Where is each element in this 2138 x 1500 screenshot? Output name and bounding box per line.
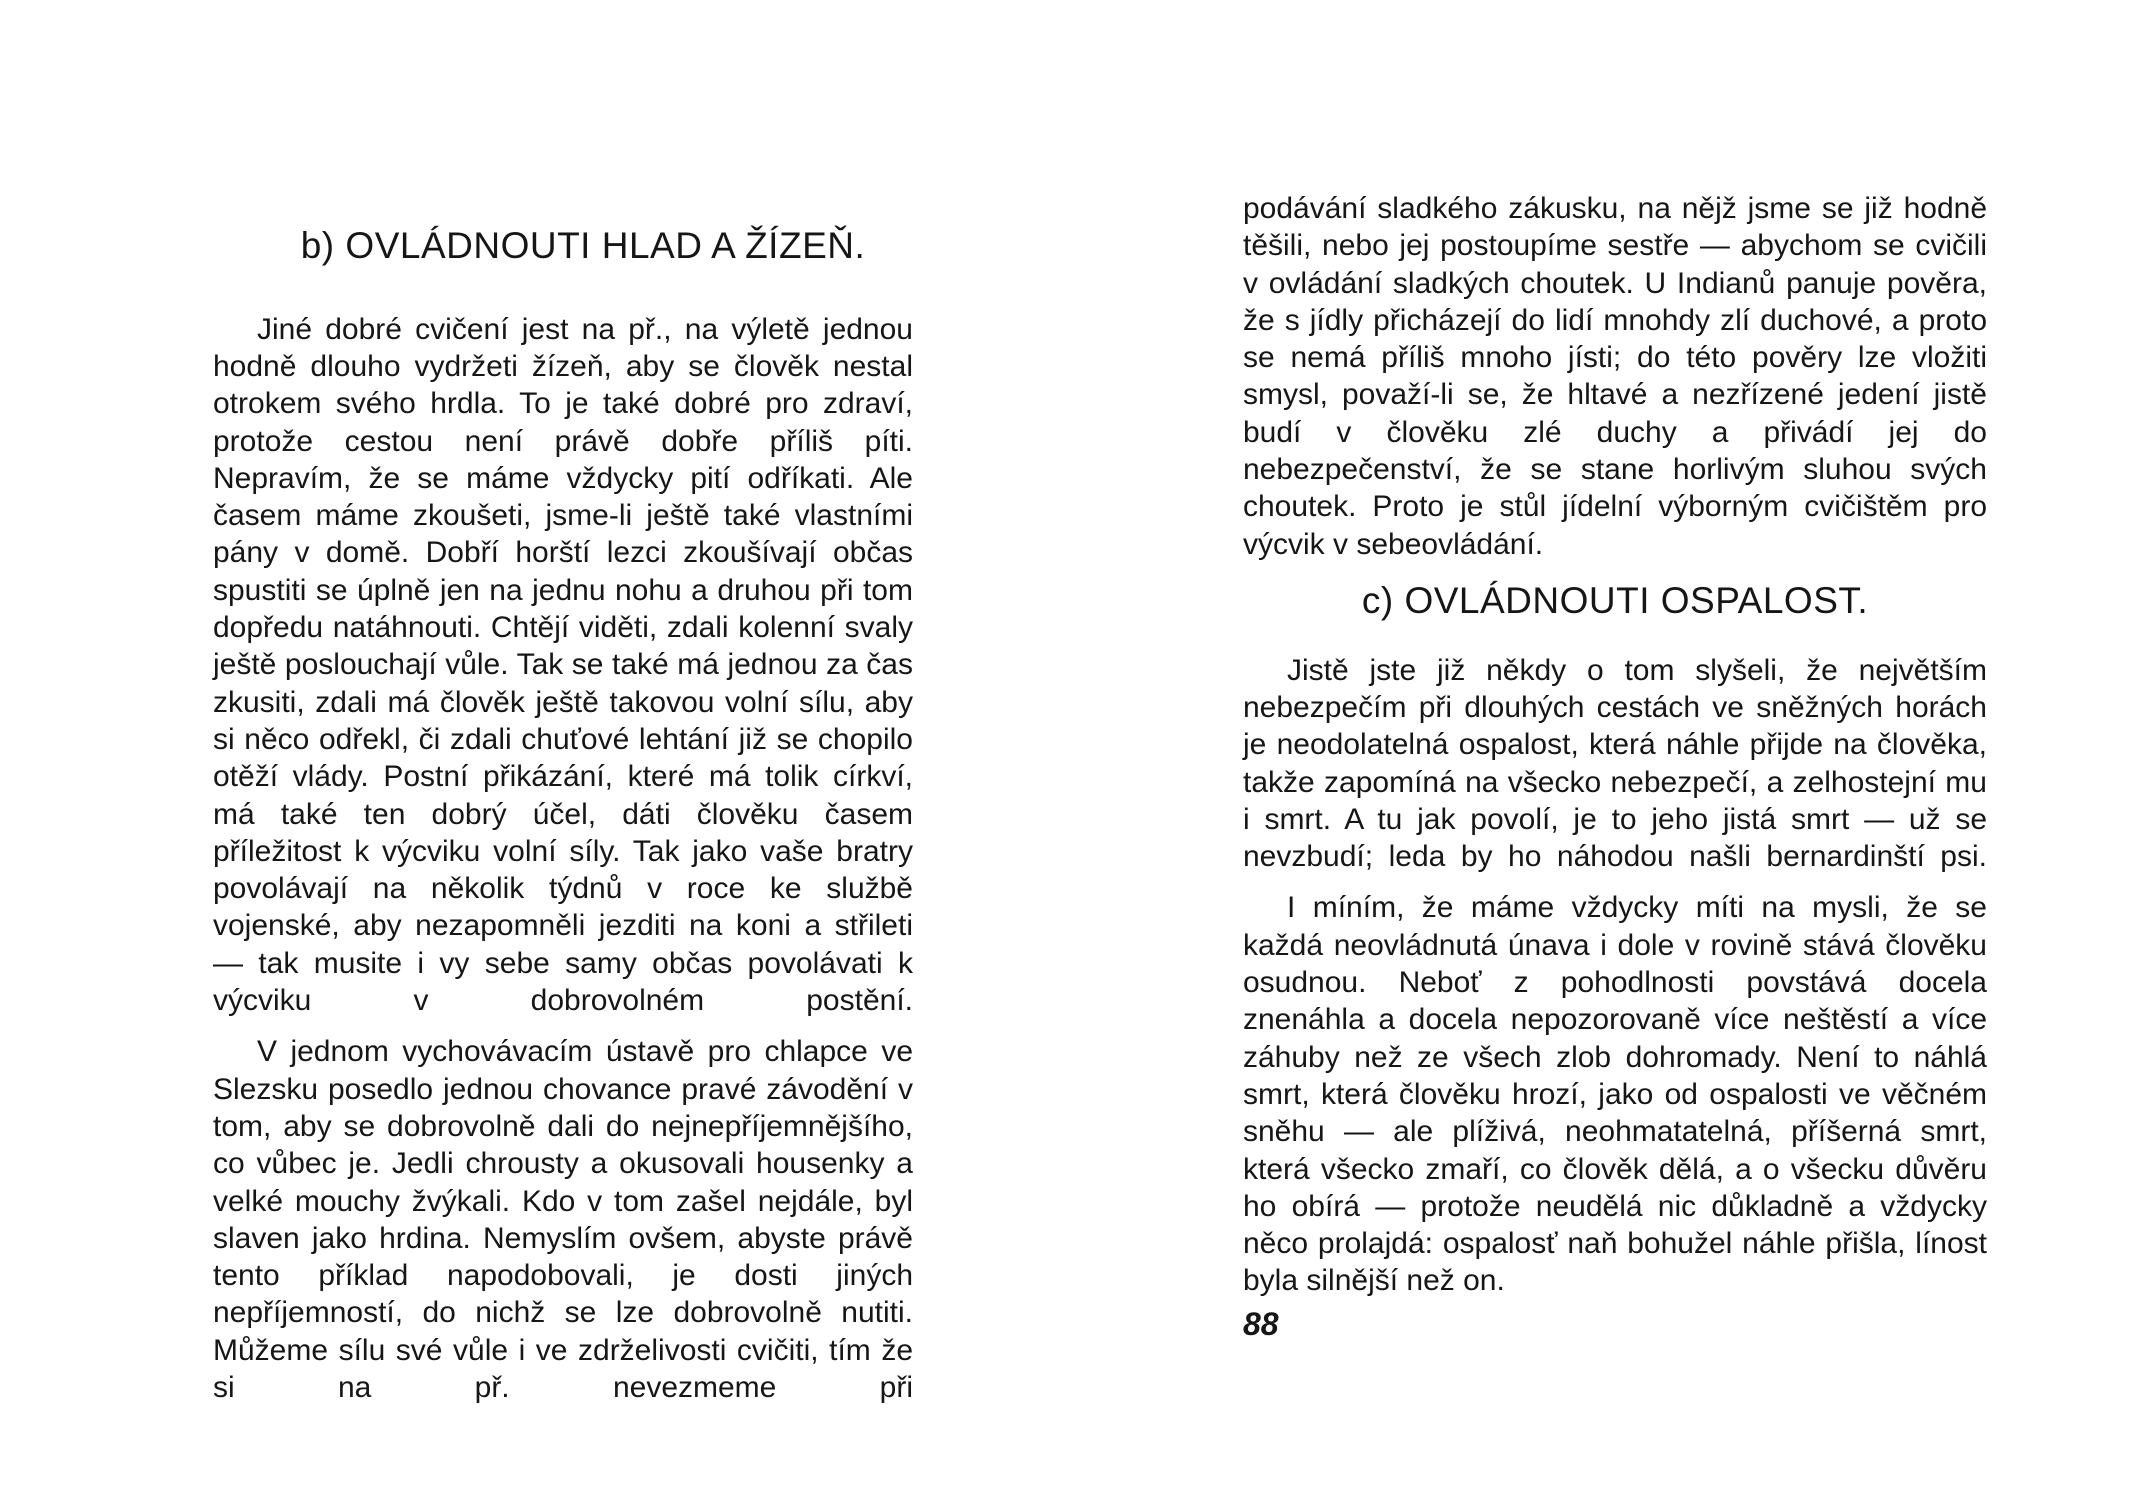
section-heading-hunger-thirst: b) OVLÁDNOUTI HLAD A ŽÍZEŇ.	[300, 225, 866, 266]
section-heading-sleepiness: c) OVLÁDNOUTI OSPALOST.	[1361, 579, 1869, 621]
right-page	[1243, 0, 1987, 1300]
paragraph-silesia-institute: V jednom vychovávacím ústavě pro chlapce ve Slezsku posedlo jednou chovance pravé závodění v tom, aby se dobrovolně dali do nejnepříjemnějšího, co vůbec je. Jedli chrousty a okusovali housenky a velké mouchy žvýkali. Kdo v tom zašel nejdále, byl slaven jako hrdina. Nemyslím ovšem, abyste právě tento příklad napodobovali, je dosti jiných nepříjemností, do nichž se lze dobrovolně nutiti. Můžeme sílu své vůle i ve zdrželivosti cvičiti, tím že si na př. nevezmeme při	[213, 1035, 913, 1404]
paragraph-mountain-sleepiness: Jistě jste již někdy o tom slyšeli, že největším nebezpečím při dlouhých cestách ve sněžných horách je neodolatelná ospalost, která náhle přijde na člověka, takže zapomíná na všecko nebezpečí, a zelhostejní mu i smrt. A tu jak povolí, je to jeho jistá smrt — už se nevzbudí; leda by ho náhodou našli bernardinští psi.	[1243, 653, 1987, 874]
page-number: 88	[1243, 1306, 1279, 1342]
paragraph-fatigue-danger: I míním, že máme vždycky míti na mysli, že se každá neovládnutá únava i dole v rovině stává člověku osudnou. Neboť z pohodlnosti povstává docela znenáhla a docela nepozorovaně více neštěstí a více záhuby než ze všech zlob dohromady. Není to náhlá smrt, která člověku hrozí, jako od ospalosti ve věčném sněhu — ale plíživá, neohmatatelná, příšerná smrt, která všecko zmaří, co člověk dělá, a o všecku důvěru ho obírá — protože neudělá nic důkladně a vždycky něco prolajdá: ospalosť naň bohužel náhle přišla, línost byla silnější než on.	[1243, 891, 1987, 1298]
paragraph-continuation: podávání sladkého zákusku, na nějž jsme se již hodně těšili, nebo jej postoupíme sestře — abychom se cvičili v ovládání sladkých choutek. U Indianů panuje pověra, že s jídly přicházejí do lidí mnohdy zlí duchové, a proto se nemá příliš mnoho jísti; do této pověry lze vložiti smysl, považí-li se, že hltavé a nezřízené jedení jistě budí v člověku zlé duchy a přivádí jej do nebezpečenství, že se stane horlivým sluhou svých choutek. Proto je stůl jídelní výborným cvičištěm pro výcvik v sebeovládání.	[1243, 192, 1987, 561]
paragraph-thirst-exercise: Jiné dobré cvičení jest na př., na výletě jednou hodně dlouho vydržeti žízeň, aby se člověk nestal otrokem svého hrdla. To je také dobré pro zdraví, protože cestou není právě dobře příliš píti. Nepravím, že se máme vždycky pití odříkati. Ale časem máme zkoušeti, jsme-li ještě také vlastními pány v domě. Dobří horští lezci zkoušívají občas spustiti se úplně jen na jednu nohu a druhou při tom dopředu natáhnouti. Chtějí viděti, zdali kolenní svaly ještě poslouchají vůle. Tak se také má jednou za čas zkusiti, zdali má člověk ještě takovou volní sílu, aby si něco odřekl, či zdali chuťové lehtání již se chopilo otěží vlády. Postní přikázání, které má tolik církví, má také ten dobrý účel, dáti člověku časem příležitost k výcviku volní síly. Tak jako vaše bratry povolávají na několik týdnů v roce ke službě vojenské, aby nezapomněli jezditi na koni a střileti — tak musite i vy sebe samy občas povolávati k výcviku v dobrovolném postění.	[213, 312, 913, 1018]
left-page	[213, 0, 913, 1406]
